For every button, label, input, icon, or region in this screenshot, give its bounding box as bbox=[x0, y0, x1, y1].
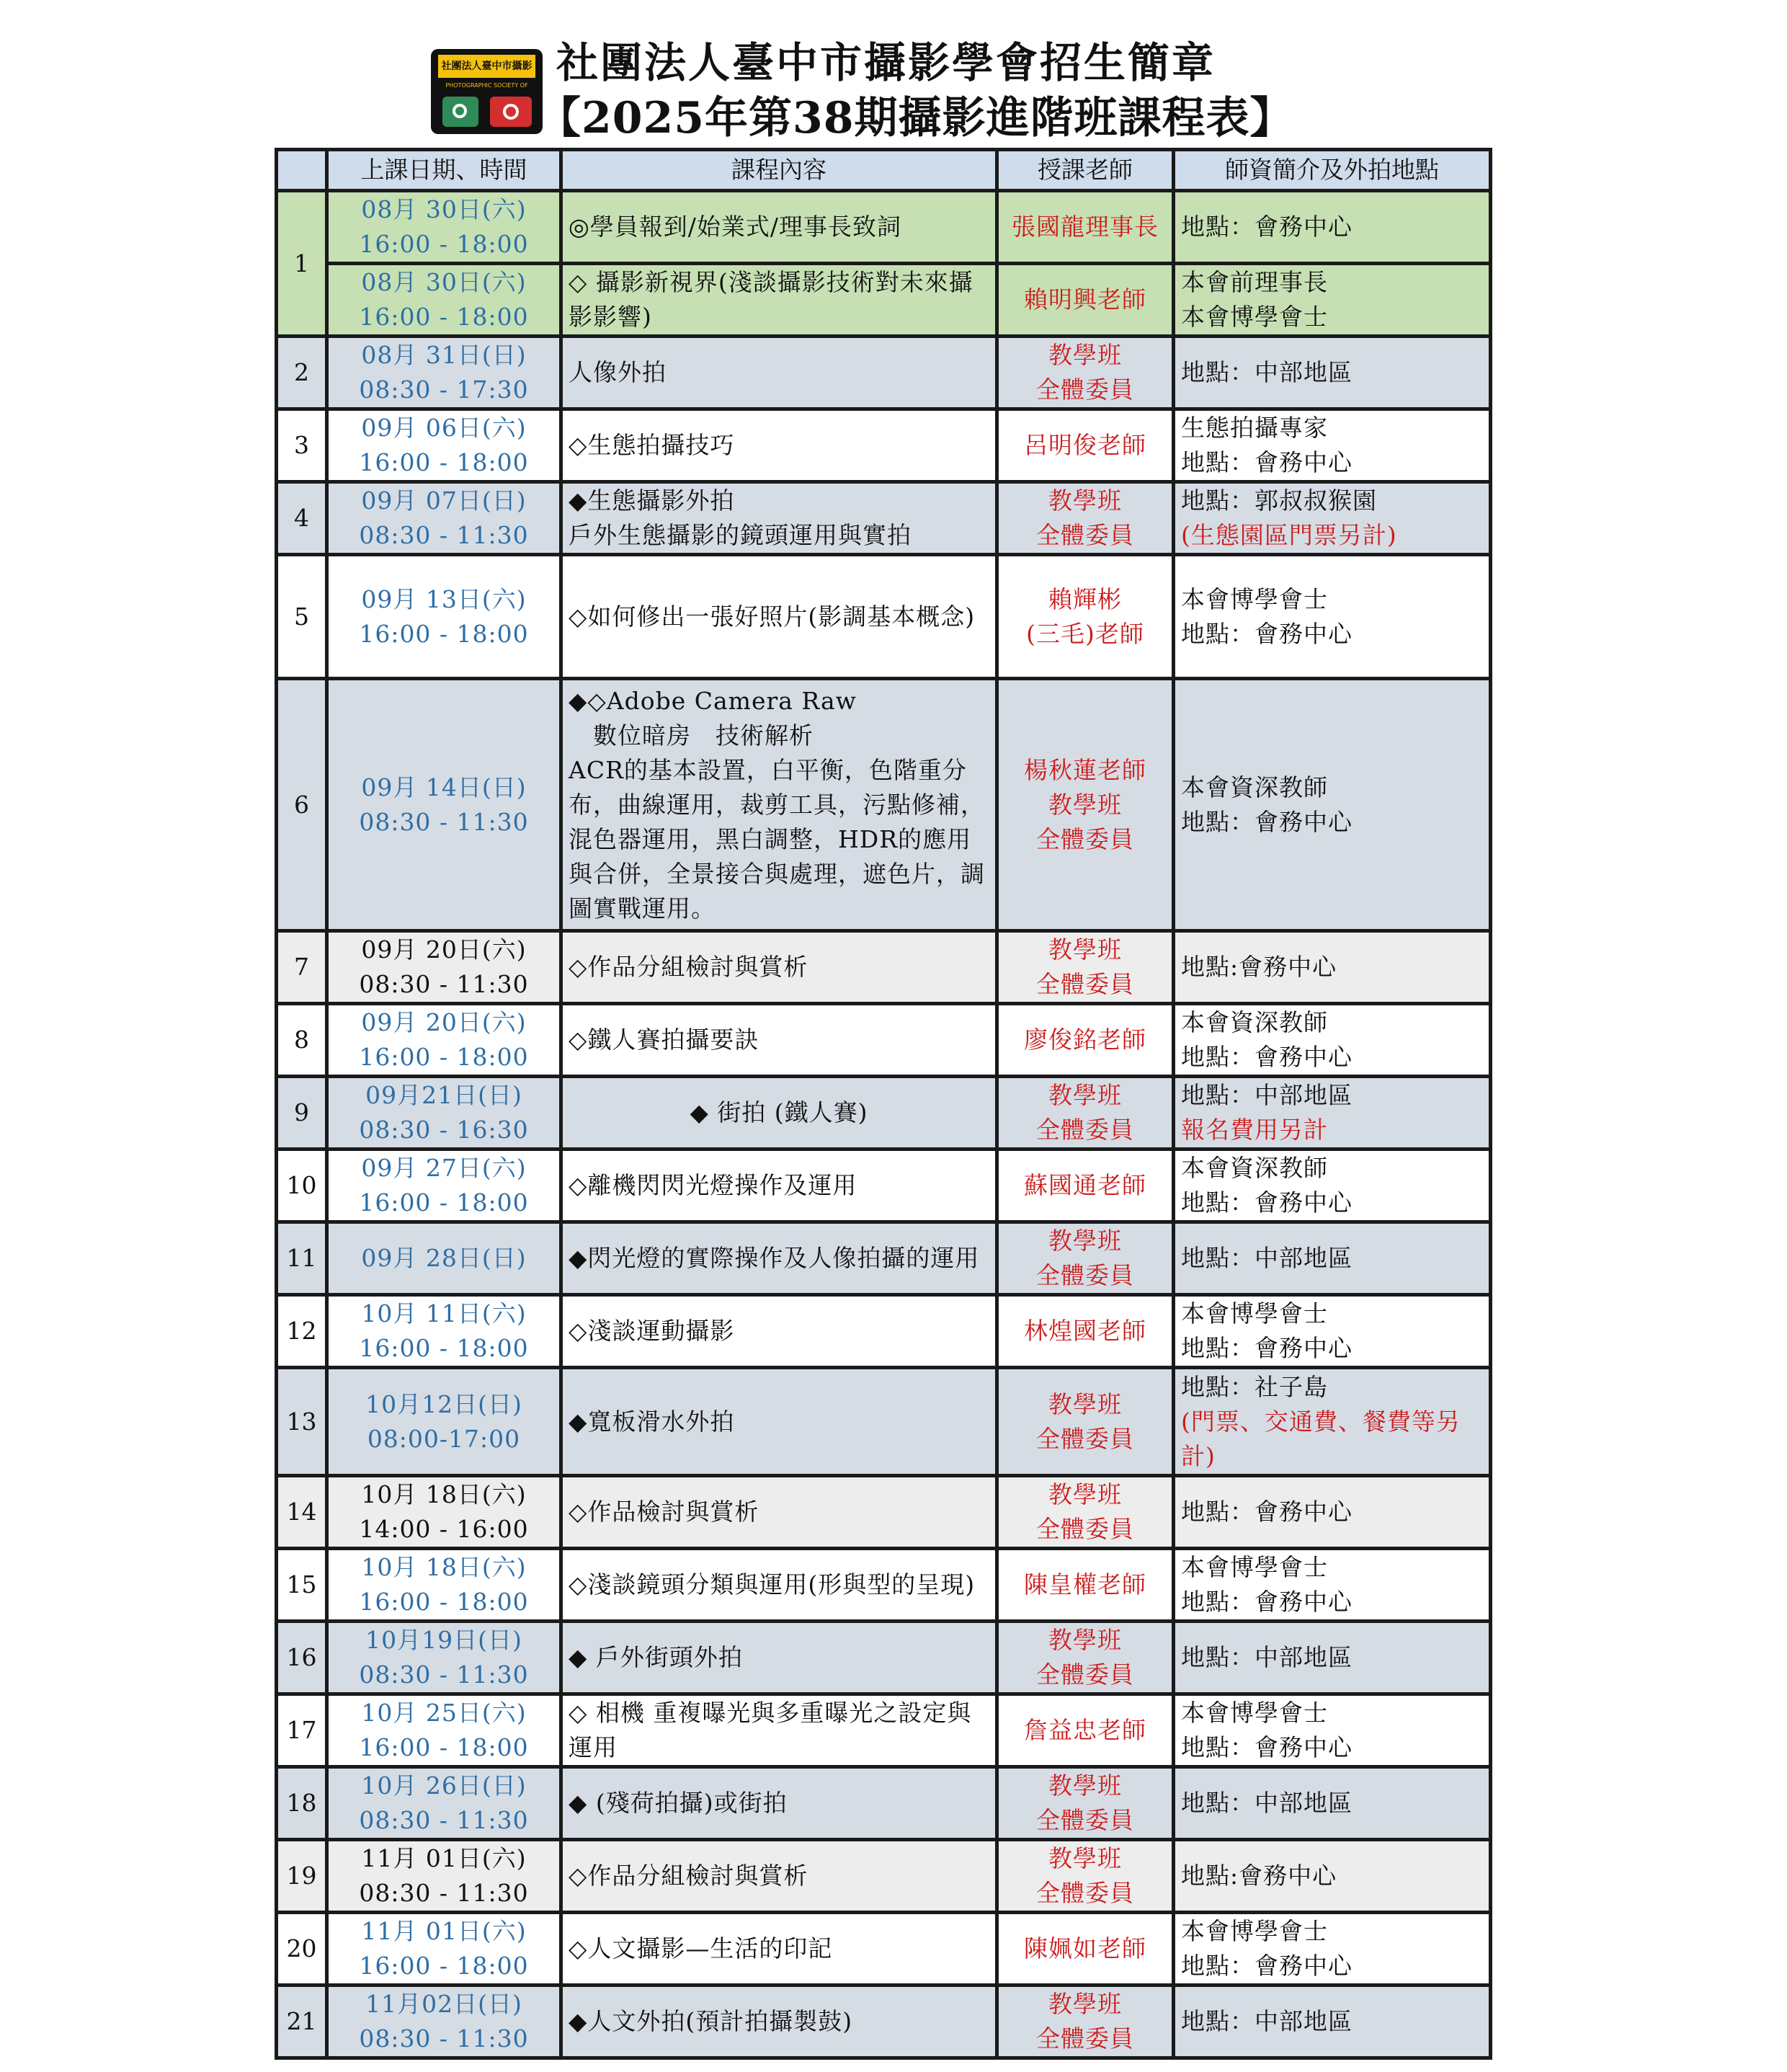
row-number: 14 bbox=[277, 1476, 327, 1549]
table-row bbox=[277, 1622, 1491, 1694]
row-content: ◇作品檢討與賞析 bbox=[561, 1476, 997, 1549]
row-content: ◇生態拍攝技巧 bbox=[561, 409, 997, 482]
table-row bbox=[277, 1368, 1491, 1476]
row-notes: 地點：會務中心 bbox=[1174, 191, 1491, 264]
row-number: 8 bbox=[277, 1004, 327, 1077]
row-teacher: 賴明興老師 bbox=[997, 264, 1174, 337]
table-row bbox=[277, 1295, 1491, 1368]
row-content: ◆閃光燈的實際操作及人像拍攝的運用 bbox=[561, 1222, 997, 1295]
table-row bbox=[277, 1986, 1491, 2058]
row-content: ◇作品分組檢討與賞析 bbox=[561, 931, 997, 1004]
row-content: 人像外拍 bbox=[561, 337, 997, 409]
header-no bbox=[277, 150, 327, 191]
row-notes: 地點：中部地區 報名費用另計 bbox=[1174, 1077, 1491, 1150]
course-schedule-table bbox=[275, 148, 1492, 2060]
row-date-time: 09月 28日(日) bbox=[327, 1222, 561, 1295]
row-content: ◆ (殘荷拍攝)或街拍 bbox=[561, 1767, 997, 1840]
notes-extra-fee: (門票、交通費、餐費等另計) bbox=[1181, 1407, 1461, 1470]
row-teacher: 教學班 全體委員 bbox=[997, 1077, 1174, 1150]
row-date-time: 11月 01日(六) 08:30 - 11:30 bbox=[327, 1840, 561, 1913]
row-number: 18 bbox=[277, 1767, 327, 1840]
row-notes: 地點：社子島 (門票、交通費、餐費等另計) bbox=[1174, 1368, 1491, 1476]
table-row bbox=[277, 264, 1491, 337]
logo-subtext: PHOTOGRAPHIC SOCIETY OF bbox=[445, 82, 528, 89]
row-notes: 地點：中部地區 bbox=[1174, 1986, 1491, 2058]
header-teacher: 授課老師 bbox=[997, 150, 1174, 191]
table-row bbox=[277, 191, 1491, 264]
row-date-time: 11月02日(日) 08:30 - 11:30 bbox=[327, 1986, 561, 2058]
row-content: ◇離機閃閃光燈操作及運用 bbox=[561, 1150, 997, 1222]
row-notes: 地點：中部地區 bbox=[1174, 1222, 1491, 1295]
row-number: 4 bbox=[277, 482, 327, 555]
row-content: ◇淺談運動攝影 bbox=[561, 1295, 997, 1368]
society-logo bbox=[431, 49, 543, 134]
row-number: 2 bbox=[277, 337, 327, 409]
row-number: 5 bbox=[277, 555, 327, 679]
row-teacher: 教學班 全體委員 bbox=[997, 1368, 1174, 1476]
table-row bbox=[277, 555, 1491, 679]
row-content: ◆生態攝影外拍 戶外生態攝影的鏡頭運用與實拍 bbox=[561, 482, 997, 555]
table-row bbox=[277, 1077, 1491, 1150]
row-date-time: 08月 30日(六) 16:00 - 18:00 bbox=[327, 264, 561, 337]
row-notes: 本會博學會士 地點：會務中心 bbox=[1174, 555, 1491, 679]
row-number: 20 bbox=[277, 1913, 327, 1986]
row-content: ◆ 戶外街頭外拍 bbox=[561, 1622, 997, 1694]
header-content: 課程內容 bbox=[561, 150, 997, 191]
row-notes: 本會博學會士 地點：會務中心 bbox=[1174, 1549, 1491, 1622]
row-content: ◎學員報到/始業式/理事長致詞 bbox=[561, 191, 997, 264]
notes-extra-fee: (生態園區門票另計) bbox=[1181, 521, 1397, 549]
row-notes: 地點：中部地區 bbox=[1174, 337, 1491, 409]
row-number: 21 bbox=[277, 1986, 327, 2058]
table-row bbox=[277, 1549, 1491, 1622]
row-date-time: 09月 20日(六) 08:30 - 11:30 bbox=[327, 931, 561, 1004]
camera-icon bbox=[442, 97, 478, 127]
row-date-time: 10月 25日(六) 16:00 - 18:00 bbox=[327, 1694, 561, 1767]
row-content: ◇淺談鏡頭分類與運用(形與型的呈現) bbox=[561, 1549, 997, 1622]
row-teacher: 陳皇權老師 bbox=[997, 1549, 1174, 1622]
row-content: ◆人文外拍(預計拍攝製鼓) bbox=[561, 1986, 997, 2058]
row-date-time: 10月 11日(六) 16:00 - 18:00 bbox=[327, 1295, 561, 1368]
row-notes: 生態拍攝專家 地點：會務中心 bbox=[1174, 409, 1491, 482]
page-title: 社團法人臺中市攝影學會招生簡章 bbox=[556, 38, 1216, 87]
row-teacher: 詹益忠老師 bbox=[997, 1694, 1174, 1767]
row-content: ◆寬板滑水外拍 bbox=[561, 1368, 997, 1476]
row-content: ◇鐵人賽拍攝要訣 bbox=[561, 1004, 997, 1077]
row-notes: 地點:會務中心 bbox=[1174, 931, 1491, 1004]
row-teacher: 廖俊銘老師 bbox=[997, 1004, 1174, 1077]
row-teacher: 蘇國通老師 bbox=[997, 1150, 1174, 1222]
row-date-time: 10月19日(日) 08:30 - 11:30 bbox=[327, 1622, 561, 1694]
row-teacher: 教學班 全體委員 bbox=[997, 931, 1174, 1004]
row-date-time: 09月 07日(日) 08:30 - 11:30 bbox=[327, 482, 561, 555]
table-row bbox=[277, 482, 1491, 555]
row-number: 13 bbox=[277, 1368, 327, 1476]
row-number: 17 bbox=[277, 1694, 327, 1767]
row-notes: 地點：會務中心 bbox=[1174, 1476, 1491, 1549]
row-content: ◇ 攝影新視界(淺談攝影技術對未來攝影影響) bbox=[561, 264, 997, 337]
row-notes: 地點：中部地區 bbox=[1174, 1767, 1491, 1840]
row-notes: 本會資深教師 地點：會務中心 bbox=[1174, 1004, 1491, 1077]
row-notes: 本會前理事長 本會博學會士 bbox=[1174, 264, 1491, 337]
table-row bbox=[277, 337, 1491, 409]
row-content: ◇如何修出一張好照片(影調基本概念) bbox=[561, 555, 997, 679]
row-notes: 地點：郭叔叔猴園 (生態園區門票另計) bbox=[1174, 482, 1491, 555]
row-teacher: 教學班 全體委員 bbox=[997, 1767, 1174, 1840]
logo-text: 社團法人臺中市攝影 bbox=[438, 55, 535, 78]
row-teacher: 教學班 全體委員 bbox=[997, 1622, 1174, 1694]
row-notes: 本會博學會士 地點：會務中心 bbox=[1174, 1295, 1491, 1368]
row-number: 6 bbox=[277, 679, 327, 931]
row-number: 12 bbox=[277, 1295, 327, 1368]
row-number: 10 bbox=[277, 1150, 327, 1222]
row-teacher: 陳姵如老師 bbox=[997, 1913, 1174, 1986]
row-date-time: 10月 18日(六) 16:00 - 18:00 bbox=[327, 1549, 561, 1622]
row-teacher: 呂明俊老師 bbox=[997, 409, 1174, 482]
row-date-time: 11月 01日(六) 16:00 - 18:00 bbox=[327, 1913, 561, 1986]
header-notes: 師資簡介及外拍地點 bbox=[1174, 150, 1491, 191]
row-date-time: 09月 13日(六) 16:00 - 18:00 bbox=[327, 555, 561, 679]
row-teacher: 林煌國老師 bbox=[997, 1295, 1174, 1368]
table-header-row bbox=[277, 150, 1491, 191]
camera-icon bbox=[490, 97, 532, 127]
row-teacher: 教學班 全體委員 bbox=[997, 1840, 1174, 1913]
row-date-time: 08月 30日(六) 16:00 - 18:00 bbox=[327, 191, 561, 264]
row-date-time: 09月 14日(日) 08:30 - 11:30 bbox=[327, 679, 561, 931]
row-teacher: 楊秋蓮老師 教學班 全體委員 bbox=[997, 679, 1174, 931]
row-content: ◆ 街拍 (鐵人賽) bbox=[561, 1077, 997, 1150]
row-content: ◆◇Adobe Camera Raw 數位暗房 技術解析 ACR的基本設置，白平衡，色階重分布，曲線運用，裁剪工具，污點修補，混色器運用，黑白調整，HDR的應用與合併，全景接合與處理，遮色片，調圖實戰運用。 bbox=[561, 679, 997, 931]
row-date-time: 08月 31日(日) 08:30 - 17:30 bbox=[327, 337, 561, 409]
notes-extra-fee: 報名費用另計 bbox=[1181, 1116, 1328, 1144]
row-teacher: 教學班 全體委員 bbox=[997, 482, 1174, 555]
table-row bbox=[277, 1767, 1491, 1840]
table-row bbox=[277, 1913, 1491, 1986]
row-content: ◇ 相機 重複曝光與多重曝光之設定與運用 bbox=[561, 1694, 997, 1767]
row-number: 9 bbox=[277, 1077, 327, 1150]
row-content: ◇人文攝影—生活的印記 bbox=[561, 1913, 997, 1986]
header-date-time: 上課日期、時間 bbox=[327, 150, 561, 191]
table-row bbox=[277, 1222, 1491, 1295]
row-teacher: 賴輝彬 (三毛)老師 bbox=[997, 555, 1174, 679]
row-notes: 本會博學會士 地點：會務中心 bbox=[1174, 1913, 1491, 1986]
page-subtitle: 【2025年第38期攝影進階班課程表】 bbox=[538, 93, 1294, 143]
table-row bbox=[277, 931, 1491, 1004]
row-number: 3 bbox=[277, 409, 327, 482]
table-row bbox=[277, 1840, 1491, 1913]
row-date-time: 10月12日(日) 08:00-17:00 bbox=[327, 1368, 561, 1476]
row-notes: 本會資深教師 地點：會務中心 bbox=[1174, 1150, 1491, 1222]
row-notes: 本會資深教師 地點：會務中心 bbox=[1174, 679, 1491, 931]
row-number: 1 bbox=[277, 191, 327, 337]
row-teacher: 教學班 全體委員 bbox=[997, 337, 1174, 409]
row-teacher: 教學班 全體委員 bbox=[997, 1222, 1174, 1295]
row-teacher: 教學班 全體委員 bbox=[997, 1476, 1174, 1549]
row-notes: 地點:會務中心 bbox=[1174, 1840, 1491, 1913]
row-number: 15 bbox=[277, 1549, 327, 1622]
row-date-time: 10月 26日(日) 08:30 - 11:30 bbox=[327, 1767, 561, 1840]
table-row bbox=[277, 1150, 1491, 1222]
row-number: 19 bbox=[277, 1840, 327, 1913]
row-number: 7 bbox=[277, 931, 327, 1004]
row-teacher: 教學班 全體委員 bbox=[997, 1986, 1174, 2058]
table-row bbox=[277, 1694, 1491, 1767]
table-row bbox=[277, 1476, 1491, 1549]
table-row bbox=[277, 409, 1491, 482]
row-notes: 地點：中部地區 bbox=[1174, 1622, 1491, 1694]
row-date-time: 10月 18日(六) 14:00 - 16:00 bbox=[327, 1476, 561, 1549]
row-notes: 本會博學會士 地點：會務中心 bbox=[1174, 1694, 1491, 1767]
row-date-time: 09月 27日(六) 16:00 - 18:00 bbox=[327, 1150, 561, 1222]
row-date-time: 09月21日(日) 08:30 - 16:30 bbox=[327, 1077, 561, 1150]
row-date-time: 09月 20日(六) 16:00 - 18:00 bbox=[327, 1004, 561, 1077]
row-number: 16 bbox=[277, 1622, 327, 1694]
row-number: 11 bbox=[277, 1222, 327, 1295]
row-date-time: 09月 06日(六) 16:00 - 18:00 bbox=[327, 409, 561, 482]
row-content: ◇作品分組檢討與賞析 bbox=[561, 1840, 997, 1913]
table-row bbox=[277, 1004, 1491, 1077]
row-teacher: 張國龍理事長 bbox=[997, 191, 1174, 264]
table-row bbox=[277, 679, 1491, 931]
